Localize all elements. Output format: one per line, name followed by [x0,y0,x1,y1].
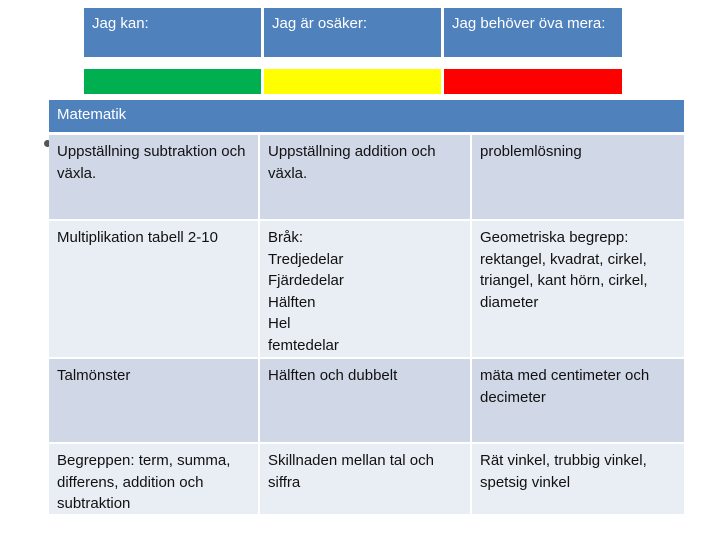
table-cell: mäta med centimeter och decimeter [472,359,684,442]
table-cell: Skillnaden mellan tal och siffra [260,444,470,514]
legend-header-can: Jag kan: [84,8,261,57]
green-swatch [84,69,261,94]
table-cell: Uppställning addition och växla. [260,135,470,219]
table-cell: problemlösning [472,135,684,219]
legend-header-unsure: Jag är osäker: [264,8,441,57]
table-cell: Talmönster [49,359,258,442]
table-cell: Begreppen: term, summa, differens, addition och subtraktion [49,444,258,514]
table-cell: Rät vinkel, trubbig vinkel, spetsig vinkel [472,444,684,514]
table-cell: Hälften och dubbelt [260,359,470,442]
table-title: Matematik [49,100,684,132]
red-swatch [444,69,622,94]
table-cell: Bråk: Tredjedelar Fjärdedelar Hälften Hel femtedelar [260,221,470,357]
legend-header-practice: Jag behöver öva mera: [444,8,622,57]
table-cell: Uppställning subtraktion och växla. [49,135,258,219]
table-cell: Multiplikation tabell 2-10 [49,221,258,357]
yellow-swatch [264,69,441,94]
table-cell: Geometriska begrepp: rektangel, kvadrat, cirkel, triangel, kant hörn, cirkel, diameter [472,221,684,357]
